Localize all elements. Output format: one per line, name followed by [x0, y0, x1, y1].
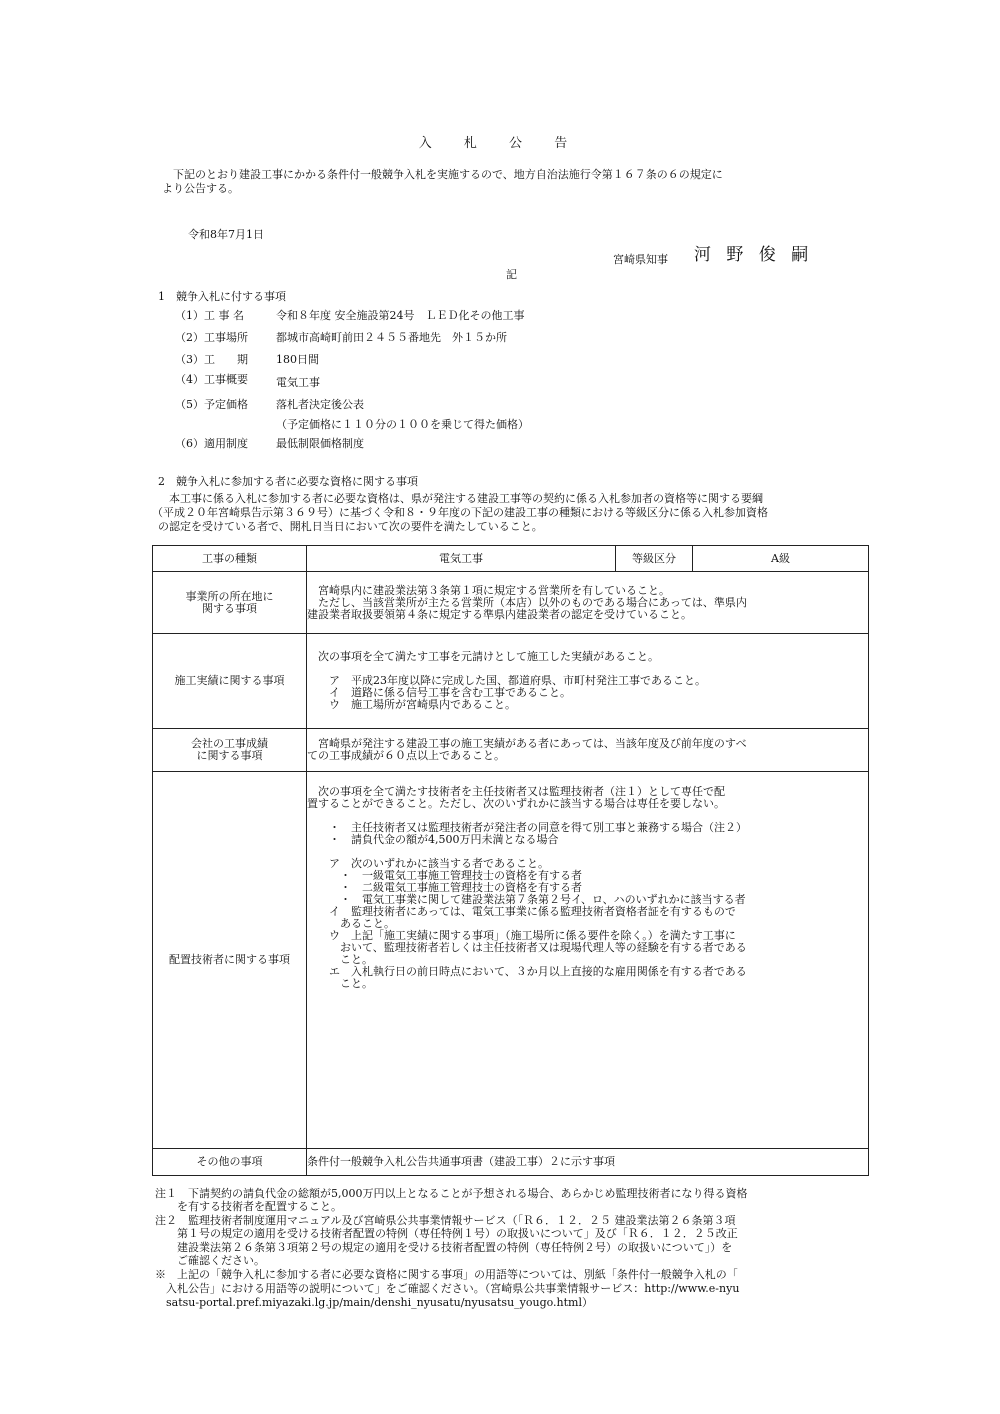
row-content-other: 条件付一般競争入札公告共通事項書（建設工事）２に示す事項 [307, 1149, 869, 1176]
note-3-line-2: 入札公告」における用語等の説明について」をご確認ください。（宮崎県公共事業情報サービス：http://www.e-nyu [155, 1282, 740, 1295]
note-1-line-1: 注１ 下請契約の請負代金の総額が5,000万円以上となることが予想される場合、あらかじめ監理技術者になり得る資格 [155, 1187, 748, 1200]
note-3-line-1: ※ 上記の「競争入札に参加する者に必要な資格に関する事項」の用語等については、別紙「条件付一般競争入札の「 [155, 1268, 738, 1281]
grade-value: A級 [693, 546, 869, 572]
note-2-line-3: 建設業法第２６条第３項第２号の規定の適用を受ける技術者配置の特例（専任特例２号）の取扱いについて」）を [155, 1241, 733, 1254]
section2-intro-1: 本工事に係る入札に参加する者に必要な資格は、県が発注する建設工事等の契約に係る入札参加者の資格等に関する要綱 [158, 492, 763, 505]
kind-label: 工事の種類 [153, 546, 307, 572]
table-row [153, 772, 869, 1149]
intro-line-1: 下記のとおり建設工事にかかる条件付一般競争入札を実施するので、地方自治法施行令第１６７条の６の規定に [162, 168, 723, 181]
ki-mark: 記 [506, 268, 517, 281]
note-2-line-4: ご確認ください。 [155, 1254, 265, 1267]
item-value-3: 180日間 [276, 353, 319, 366]
section1-heading: 1 競争入札に付する事項 [158, 290, 286, 303]
table-row [153, 729, 869, 772]
issuer-label: 宮崎県知事 [613, 253, 668, 266]
row-label-engineer: 配置技術者に関する事項 [153, 772, 307, 1149]
grade-label: 等級区分 [616, 546, 693, 572]
item-value-2: 都城市高崎町前田２４５５番地先 外１５か所 [276, 331, 507, 344]
table-row [153, 1149, 869, 1176]
intro-line-2: より公告する。 [162, 182, 239, 195]
row-content-engineer: 次の事項を全て満たす技術者を主任技術者又は監理技術者（注１）として専任で配 置することができること。ただし、次のいずれかに該当する場合は専任を要しない。 ・ 主任技術者又は監理技術者が発注者の同意を得て別工事と兼務する場合（注２） ・ 請負代金の額が4,500万円未満となる場合 ア 次のいずれかに該当する者であること。 ・ 一級電気工事施工管理技士の資格を有する者 ・ 二級電気工事施工管理技士の資格を有する者 ・ 電気工事業に関して建設業法第７条第２号イ、ロ、ハのいずれかに該当する者 イ 監理技術者にあっては、電気工事業に係る監理技術者資格者証を有するもので あること。 ウ 上記「施工実績に関する事項」（施工場所に係る要件を除く。）を満たす工事に おいて、監理技術者若しくは主任技術者又は現場代理人等の経験を有する者である こと。 エ 入札執行日の前日時点において、３か月以上直接的な雇用関係を有する者である こと。 [307, 772, 869, 1149]
row-label-other: その他の事項 [153, 1149, 307, 1176]
item-label-2: （2）工事場所 [175, 331, 248, 344]
row-content-office: 宮崎県内に建設業法第３条第１項に規定する営業所を有していること。 ただし、当該営業所が主たる営業所（本店）以外のものである場合にあっては、準県内 建設業者取扱要領第４条に規定する準県内建設業者の認定を受けていること。 [307, 572, 869, 634]
table-row [153, 634, 869, 729]
note-1-line-2: を有する技術者を配置すること。 [155, 1200, 342, 1213]
page-title: 入 札 公 告 [418, 136, 582, 151]
item-label-6: （6）適用制度 [175, 437, 248, 450]
section2-intro-2: （平成２０年宮崎県告示第３６９号）に基づく令和８・９年度の下記の建設工事の種類における等級区分に係る入札参加資格 [152, 506, 768, 519]
note-2-line-1: 注２ 監理技術者制度運用マニュアル及び宮崎県公共事業情報サービス（「Ｒ６．１２．２５ 建設業法第２６条第３項 [155, 1214, 736, 1227]
note-3-line-3: satsu-portal.pref.miyazaki.lg.jp/main/denshi_nyusatu/nyusatsu_yougo.html） [155, 1296, 593, 1309]
item-value-5: 落札者決定後公表 [276, 398, 364, 411]
item-label-3: （3）工 期 [175, 353, 248, 366]
row-label-record: 施工実績に関する事項 [153, 634, 307, 729]
note-2-line-2: 第１号の規定の適用を受ける技術者配置の特例（専任特例１号）の取扱いについて」及び「Ｒ６．１２．２５改正 [155, 1227, 738, 1240]
item-label-5: （5）予定価格 [175, 398, 248, 411]
item-value-1: 令和８年度 安全施設第24号 ＬＥＤ化その他工事 [276, 309, 525, 322]
requirements-table [152, 545, 869, 1176]
section2-heading: 2 競争入札に参加する者に必要な資格に関する事項 [158, 475, 418, 488]
row-label-score: 会社の工事成績 に関する事項 [153, 729, 307, 772]
row-content-score: 宮崎県が発注する建設工事の施工実績がある者にあっては、当該年度及び前年度のすべ ての工事成績が６０点以上であること。 [307, 729, 869, 772]
item-value-5-note: （予定価格に１１０分の１００を乗じて得た価格） [276, 418, 529, 431]
item-value-4: 電気工事 [276, 376, 320, 389]
row-label-office: 事業所の所在地に 関する事項 [153, 572, 307, 634]
notice-date: 令和8年7月1日 [188, 228, 264, 241]
table-row [153, 572, 869, 634]
section2-intro-3: の認定を受けている者で、開札日当日において次の要件を満たしていること。 [158, 520, 543, 533]
row-content-record: 次の事項を全て満たす工事を元請けとして施工した実績があること。 ア 平成23年度以降に完成した国、都道府県、市町村発注工事であること。 イ 道路に係る信号工事を含む工事であること。 ウ 施工場所が宮崎県内であること。 [307, 634, 869, 729]
issuer-name: 河 野 俊 嗣 [694, 245, 814, 265]
kind-value: 電気工事 [307, 546, 616, 572]
table-header-row [153, 546, 869, 572]
item-label-1: （1）工 事 名 [175, 309, 244, 322]
item-label-4: （4）工事概要 [175, 373, 248, 386]
item-value-6: 最低制限価格制度 [276, 437, 364, 450]
